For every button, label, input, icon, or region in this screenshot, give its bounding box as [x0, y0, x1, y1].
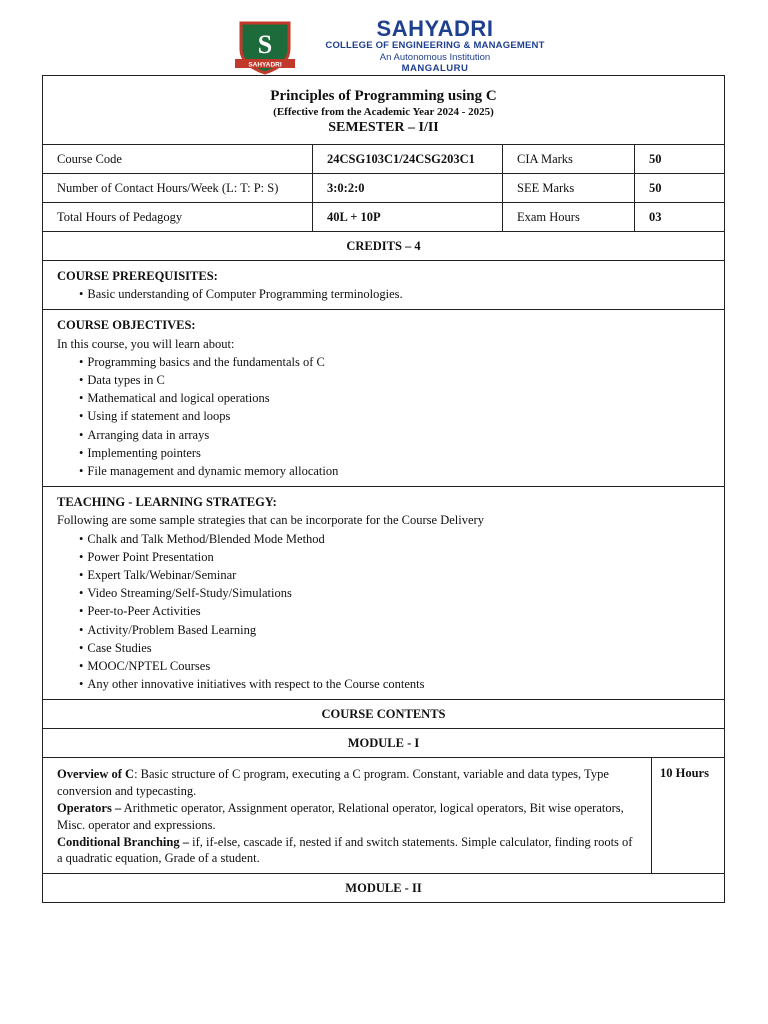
objectives-section: [43, 309, 724, 486]
list-item: • Activity/Problem Based Learning: [79, 621, 710, 639]
semester: SEMESTER – I/II: [328, 120, 439, 135]
info-label: Course Code: [57, 152, 122, 166]
section-heading: TEACHING - LEARNING STRATEGY:: [57, 495, 277, 510]
module-1-hours: 10 Hours: [660, 766, 709, 781]
list-item: • Data types in C: [79, 371, 710, 389]
list-item: • Power Point Presentation: [79, 548, 710, 566]
prerequisites-list: [57, 285, 710, 303]
list-item: • Peer-to-Peer Activities: [79, 602, 710, 620]
objectives-list: [57, 353, 710, 480]
list-item: • File management and dynamic memory allocation: [79, 462, 710, 480]
module-paragraph: [57, 766, 637, 800]
college-city: MANGALURU: [401, 63, 469, 74]
info-value: 50: [634, 174, 724, 202]
course-title: Principles of Programming using C: [270, 88, 497, 104]
section-heading: COURSE PREREQUISITES:: [57, 269, 218, 283]
info-label: CIA Marks: [502, 145, 634, 173]
topic-text: Arithmetic operator, Assignment operator, Relational operator, logical operators, Bit wise operators, Misc. operator and expressions.: [57, 801, 624, 832]
info-value: 40L + 10P: [312, 203, 502, 231]
list-item: • Mathematical and logical operations: [79, 389, 710, 407]
logo-letter: S: [257, 30, 273, 59]
module-paragraph: [57, 800, 637, 834]
course-contents-heading: COURSE CONTENTS: [43, 699, 724, 728]
strategy-list: [57, 530, 710, 694]
module-2-heading: MODULE - II: [43, 873, 724, 902]
info-value: 24CSG103C1/24CSG203C1: [312, 145, 502, 173]
list-item: • Using if statement and loops: [79, 407, 710, 425]
syllabus-document: [42, 75, 725, 903]
info-row-pedagogy: [43, 202, 724, 231]
list-item: • Programming basics and the fundamentals of C: [79, 353, 710, 371]
effective-year: (Effective from the Academic Year 2024 - 2025): [273, 106, 494, 118]
list-item: • Implementing pointers: [79, 444, 710, 462]
list-item: • Video Streaming/Self-Study/Simulations: [79, 584, 710, 602]
list-item: • Case Studies: [79, 639, 710, 657]
topic-title: Overview of C: [57, 767, 135, 782]
info-label: Exam Hours: [502, 203, 634, 231]
topic-title: Operators –: [57, 801, 122, 816]
info-row-course-code: [43, 144, 724, 173]
module-paragraph: [57, 834, 637, 868]
college-header: [0, 14, 768, 74]
list-item: • Arranging data in arrays: [79, 426, 710, 444]
college-brand: [305, 18, 565, 74]
topic-title: Conditional Branching –: [57, 834, 189, 849]
info-value: 50: [634, 145, 724, 173]
prerequisites-section: [43, 260, 724, 309]
list-item: • Expert Talk/Webinar/Seminar: [79, 566, 710, 584]
course-title-block: [43, 76, 724, 144]
info-value: 3:0:2:0: [312, 174, 502, 202]
college-status: An Autonomous Institution: [379, 52, 491, 63]
list-item: • Chalk and Talk Method/Blended Mode Method: [79, 530, 710, 548]
logo-ribbon: SAHYADRI: [248, 61, 282, 69]
credits: CREDITS – 4: [43, 231, 724, 260]
info-label: Total Hours of Pedagogy: [57, 210, 183, 224]
module-1-content: [43, 758, 652, 873]
info-row-contact-hours: [43, 173, 724, 202]
module-1-body: [43, 757, 724, 873]
list-item: • Basic understanding of Computer Programming terminologies.: [79, 285, 710, 303]
module-1-heading: MODULE - I: [43, 728, 724, 757]
college-shield-logo: [233, 19, 297, 75]
topic-text: : Basic structure of C program, executing a C program. Constant, variable and data types, Type conversion and typecasting.: [57, 767, 609, 799]
strategy-section: [43, 486, 724, 699]
info-label: SEE Marks: [502, 174, 634, 202]
college-name: SAHYADRI: [376, 16, 494, 41]
list-item: • Any other innovative initiatives with respect to the Course contents: [79, 675, 710, 693]
section-heading: COURSE OBJECTIVES:: [57, 318, 196, 333]
info-label: Number of Contact Hours/Week (L: T: P: S): [57, 181, 279, 195]
section-intro: Following are some sample strategies that can be incorporate for the Course Delivery: [57, 513, 484, 528]
topic-text: if, if-else, cascade if, nested if and switch statements. Simple calculator, finding roots of a quadratic equation, Grade of a student.: [57, 834, 633, 866]
section-intro: In this course, you will learn about:: [57, 336, 235, 351]
list-item: • MOOC/NPTEL Courses: [79, 657, 710, 675]
info-value: 03: [634, 203, 724, 231]
college-subtitle: COLLEGE OF ENGINEERING & MANAGEMENT: [325, 40, 545, 51]
